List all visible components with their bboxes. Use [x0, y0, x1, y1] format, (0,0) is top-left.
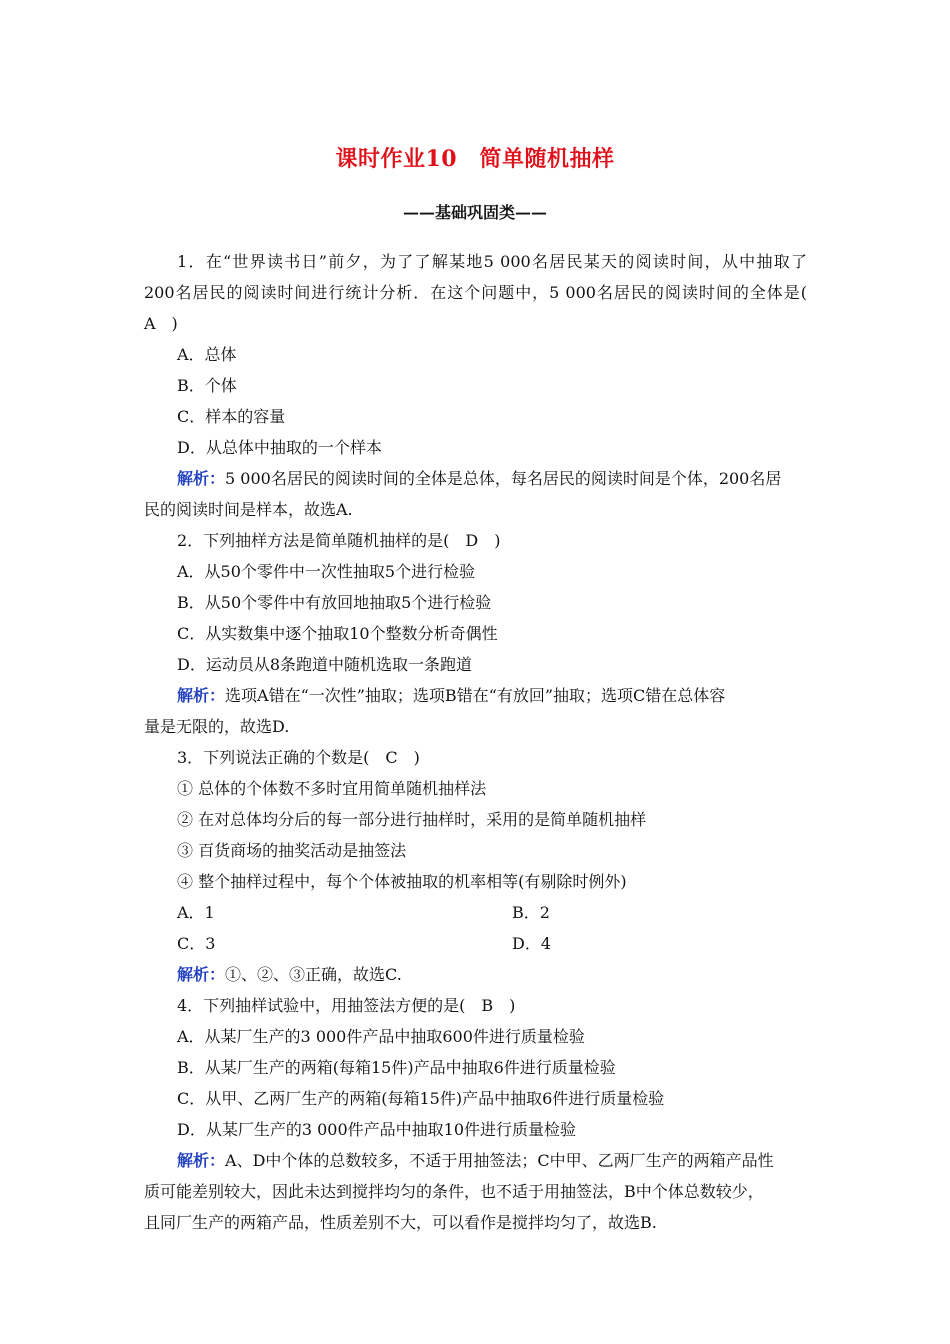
q4-option-a: A．从某厂生产的3 000件产品中抽取600件进行质量检验: [177, 1027, 585, 1046]
q1-option-c: C．样本的容量: [177, 407, 286, 426]
q3-option-a: A．1: [177, 903, 215, 922]
q1-option-d: D．从总体中抽取的一个样本: [177, 438, 382, 457]
q3-statement-4: ④ 整个抽样过程中，每个个体被抽取的机率相等(有剔除时例外): [177, 872, 627, 891]
q4-option-c: C．从甲、乙两厂生产的两箱(每箱15件)产品中抽取6件进行质量检验: [177, 1089, 665, 1108]
q3-option-b: B．2: [512, 903, 550, 922]
section-heading: ——基础巩固类——: [402, 203, 547, 222]
q2-explain-text1: 选项A错在“一次性”抽取；选项B错在“有放回”抽取；选项C错在总体容: [225, 686, 726, 705]
q3-explanation: [177, 963, 402, 987]
q3-statement-3: ③ 百货商场的抽奖活动是抽签法: [177, 841, 407, 860]
q4-explanation-line2: 质可能差别较大，因此未达到搅拌均匀的条件，也不适于用抽签法，B中个体总数较少，: [144, 1182, 764, 1201]
explain-label: 解析：: [177, 469, 226, 488]
q3-statement-2: ② 在对总体均分后的每一部分进行抽样时，采用的是简单随机抽样: [177, 810, 647, 829]
explain-label: 解析：: [177, 686, 226, 705]
q2-option-c: C．从实数集中逐个抽取10个整数分析奇偶性: [177, 624, 498, 643]
q3-statement-1: ① 总体的个体数不多时宜用简单随机抽样法: [177, 779, 487, 798]
q2-explanation-line2: 量是无限的，故选D.: [144, 717, 290, 736]
q2-option-a: A．从50个零件中一次性抽取5个进行检验: [177, 562, 476, 581]
q2-option-b: B．从50个零件中有放回地抽取5个进行检验: [177, 593, 492, 612]
q1-stem-line2: 200名居民的阅读时间进行统计分析．在这个问题中，5 000名居民的阅读时间的全体是(: [144, 283, 807, 302]
q3-option-c: C．3: [177, 934, 216, 953]
q1-explain-text1: 5 000名居民的阅读时间的全体是总体，每名居民的阅读时间是个体，200名居: [225, 469, 782, 488]
q3-option-d: D．4: [512, 934, 552, 953]
q1-option-b: B．个体: [177, 376, 237, 395]
q4-stem: 4．下列抽样试验中，用抽签法方便的是( B ): [177, 996, 516, 1015]
q2-explanation-line1: [177, 684, 725, 708]
q4-option-d: D．从某厂生产的3 000件产品中抽取10件进行质量检验: [177, 1120, 576, 1139]
q3-explain-text: ①、②、③正确，故选C.: [225, 965, 402, 984]
q3-stem: 3．下列说法正确的个数是( C ): [177, 748, 420, 767]
q4-explain-text1: A、D中个体的总数较多，不适于用抽签法；C中甲、乙两厂生产的两箱产品性: [225, 1151, 774, 1170]
q2-stem: 2．下列抽样方法是简单随机抽样的是( D ): [177, 531, 501, 550]
q4-explanation-line3: 且同厂生产的两箱产品，性质差别不大，可以看作是搅拌均匀了，故选B.: [144, 1213, 657, 1232]
explain-label: 解析：: [177, 1151, 226, 1170]
q1-explanation-line2: 民的阅读时间是样本，故选A.: [144, 500, 353, 519]
q4-explanation-line1: [177, 1149, 774, 1173]
page-title: 课时作业10 简单随机抽样: [335, 146, 615, 172]
explain-label: 解析：: [177, 965, 226, 984]
q1-answer: A ): [144, 314, 178, 333]
q1-stem-line1: 1．在“世界读书日”前夕，为了了解某地5 000名居民某天的阅读时间，从中抽取了: [177, 252, 807, 271]
q1-option-a: A．总体: [177, 345, 237, 364]
q1-explanation-line1: [177, 467, 781, 491]
q4-option-b: B．从某厂生产的两箱(每箱15件)产品中抽取6件进行质量检验: [177, 1058, 616, 1077]
q2-option-d: D．运动员从8条跑道中随机选取一条跑道: [177, 655, 473, 674]
